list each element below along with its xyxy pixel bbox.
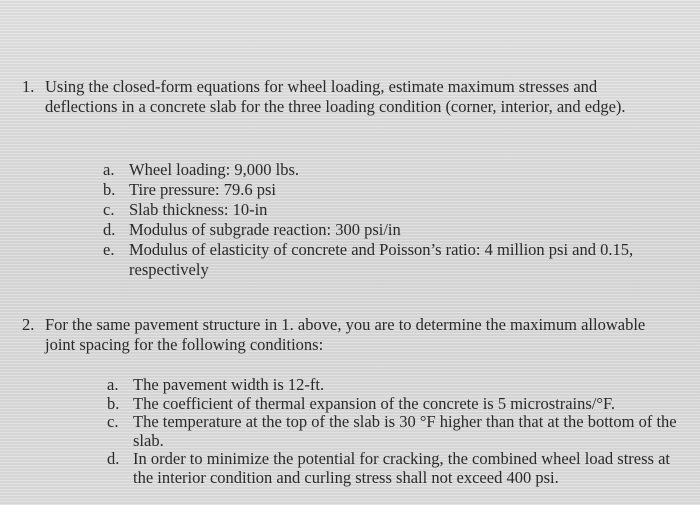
list-item-text: Wheel loading: 9,000 lbs. — [129, 160, 300, 179]
question-2-text: For the same pavement structure in 1. above, you are to determine the maximum allowable joint spacing for the following conditions: — [45, 315, 646, 354]
question-1-text: Using the closed-form equations for wheel loading, estimate maximum stresses and deflections in a concrete slab for the three loading condition (corner, interior, and edge). — [45, 77, 626, 116]
list-item-text: The temperature at the top of the slab is 30 °F higher than that at the bottom of the slab. — [133, 412, 677, 450]
list-item-letter: b. — [107, 393, 120, 413]
list-item — [107, 450, 677, 487]
list-item-text: Modulus of elasticity of concrete and Poisson’s ratio: 4 million psi and 0.15, respectively — [129, 240, 634, 279]
list-item-letter: e. — [103, 240, 115, 259]
question-2-number: 2. — [22, 315, 35, 334]
list-item-letter: a. — [107, 375, 119, 394]
list-item-letter: d. — [107, 449, 120, 468]
list-item — [107, 413, 677, 450]
list-item-text: In order to minimize the potential for cracking, the combined wheel load stress at the interior condition and curling stress shall not exceed 400 psi. — [133, 449, 670, 487]
question-1-number: 1. — [22, 77, 35, 96]
list-item-text: Slab thickness: 10-in — [129, 200, 268, 219]
list-item-letter: b. — [103, 180, 116, 199]
list-item-letter: a. — [103, 160, 115, 179]
question-1-list — [103, 160, 663, 280]
list-item — [103, 180, 663, 200]
list-item — [103, 220, 663, 240]
list-item — [103, 240, 663, 280]
question-2-list — [107, 376, 677, 487]
list-item-letter: c. — [107, 412, 119, 431]
question-2 — [22, 315, 662, 355]
question-1 — [22, 77, 662, 117]
list-item-letter: d. — [103, 220, 116, 239]
list-item — [103, 200, 663, 220]
list-item-letter: c. — [103, 200, 115, 219]
list-item-text: The coefficient of thermal expansion of the concrete is 5 microstrains/°F. — [133, 393, 615, 413]
list-item-text: The pavement width is 12-ft. — [133, 375, 325, 394]
list-item-text: Tire pressure: 79.6 psi — [129, 180, 276, 199]
list-item — [107, 395, 677, 414]
list-item — [107, 376, 677, 395]
list-item-text: Modulus of subgrade reaction: 300 psi/in — [129, 220, 401, 239]
list-item — [103, 160, 663, 180]
